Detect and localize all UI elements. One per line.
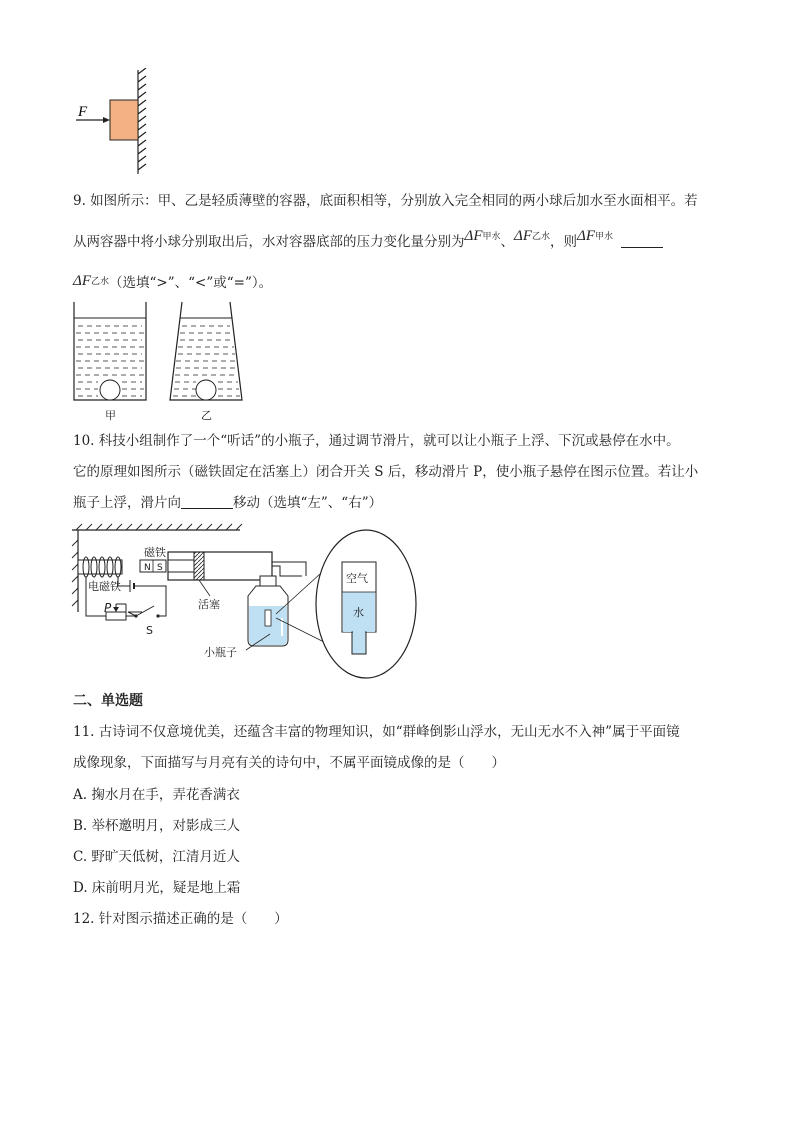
container-yi	[170, 302, 242, 400]
q10-answer-blank	[181, 494, 233, 509]
q10-line1: 10. 科技小组制作了一个“听话”的小瓶子，通过调节滑片，就可以让小瓶子上浮、下沉或悬停在水中。	[73, 433, 680, 449]
q12-line1: 12. 针对图示描述正确的是（ ）	[73, 911, 288, 927]
label-piston: 活塞	[198, 598, 220, 611]
delta-f-jia-2: ΔF甲水	[577, 228, 613, 244]
delta-f-yi: ΔF乙水	[514, 228, 550, 244]
label-s-pole: S	[157, 563, 163, 573]
label-switch-s: S	[146, 624, 153, 637]
q11-line2: 成像现象，下面描写与月亮有关的诗句中，不属平面镜成像的是（ ）	[73, 755, 505, 771]
label-slider-p: P	[104, 601, 112, 615]
electromagnet-figure	[70, 522, 420, 682]
q9-line3: ΔF乙水（选填“>”、“<”或“=”）。	[73, 273, 273, 291]
label-magnet: 磁铁	[144, 546, 166, 559]
container-jia	[74, 302, 146, 400]
q10-line3: 瓶子上浮，滑片向 移动（选填“左”、“右”）	[73, 495, 383, 511]
q10-line2: 它的原理如图所示（磁铁固定在活塞上）闭合开关 S 后，移动滑片 P，使小瓶子悬停在图示位置。若让小	[73, 464, 699, 480]
label-jia: 甲	[105, 409, 116, 422]
q9-line2: 从两容器中将小球分别取出后，水对容器底部的压力变化量分别为ΔF甲水、ΔF乙水，则ΔF甲水	[73, 233, 663, 252]
q11-line1: 11. 古诗词不仅意境优美，还蕴含丰富的物理知识，如“群峰倒影山浮水，无山无水不入神”属于平面镜	[73, 724, 680, 740]
force-label: F	[78, 104, 88, 120]
section-title: 二、单选题	[73, 693, 143, 709]
label-bottle: 小瓶子	[204, 646, 237, 659]
q9-answer-blank	[621, 233, 663, 248]
delta-f-yi-2: ΔF乙水	[73, 273, 109, 289]
q11-option-b[interactable]: B. 举杯邀明月，对影成三人	[73, 818, 241, 834]
block	[110, 100, 138, 140]
label-electromagnet: 电磁铁	[88, 580, 121, 593]
block-wall-figure	[70, 68, 160, 178]
q11-option-a[interactable]: A. 掬水月在手，弄花香满衣	[73, 787, 240, 803]
label-yi: 乙	[201, 409, 212, 422]
q11-option-d[interactable]: D. 床前明月光，疑是地上霜	[73, 880, 241, 896]
delta-f-jia: ΔF甲水	[464, 228, 501, 244]
label-water: 水	[353, 606, 364, 619]
label-air: 空气	[346, 572, 368, 585]
q9-line1: 9. 如图所示：甲、乙是轻质薄壁的容器，底面积相等，分别放入完全相同的两小球后加水至水面相平。若	[73, 193, 698, 209]
q9-line2-text: 从两容器中将小球分别取出后，水对容器底部的压力变化量分别为	[73, 234, 465, 250]
label-n-pole: N	[144, 563, 151, 573]
containers-figure	[70, 300, 250, 425]
q11-option-c[interactable]: C. 野旷天低树，江清月近人	[73, 849, 240, 865]
